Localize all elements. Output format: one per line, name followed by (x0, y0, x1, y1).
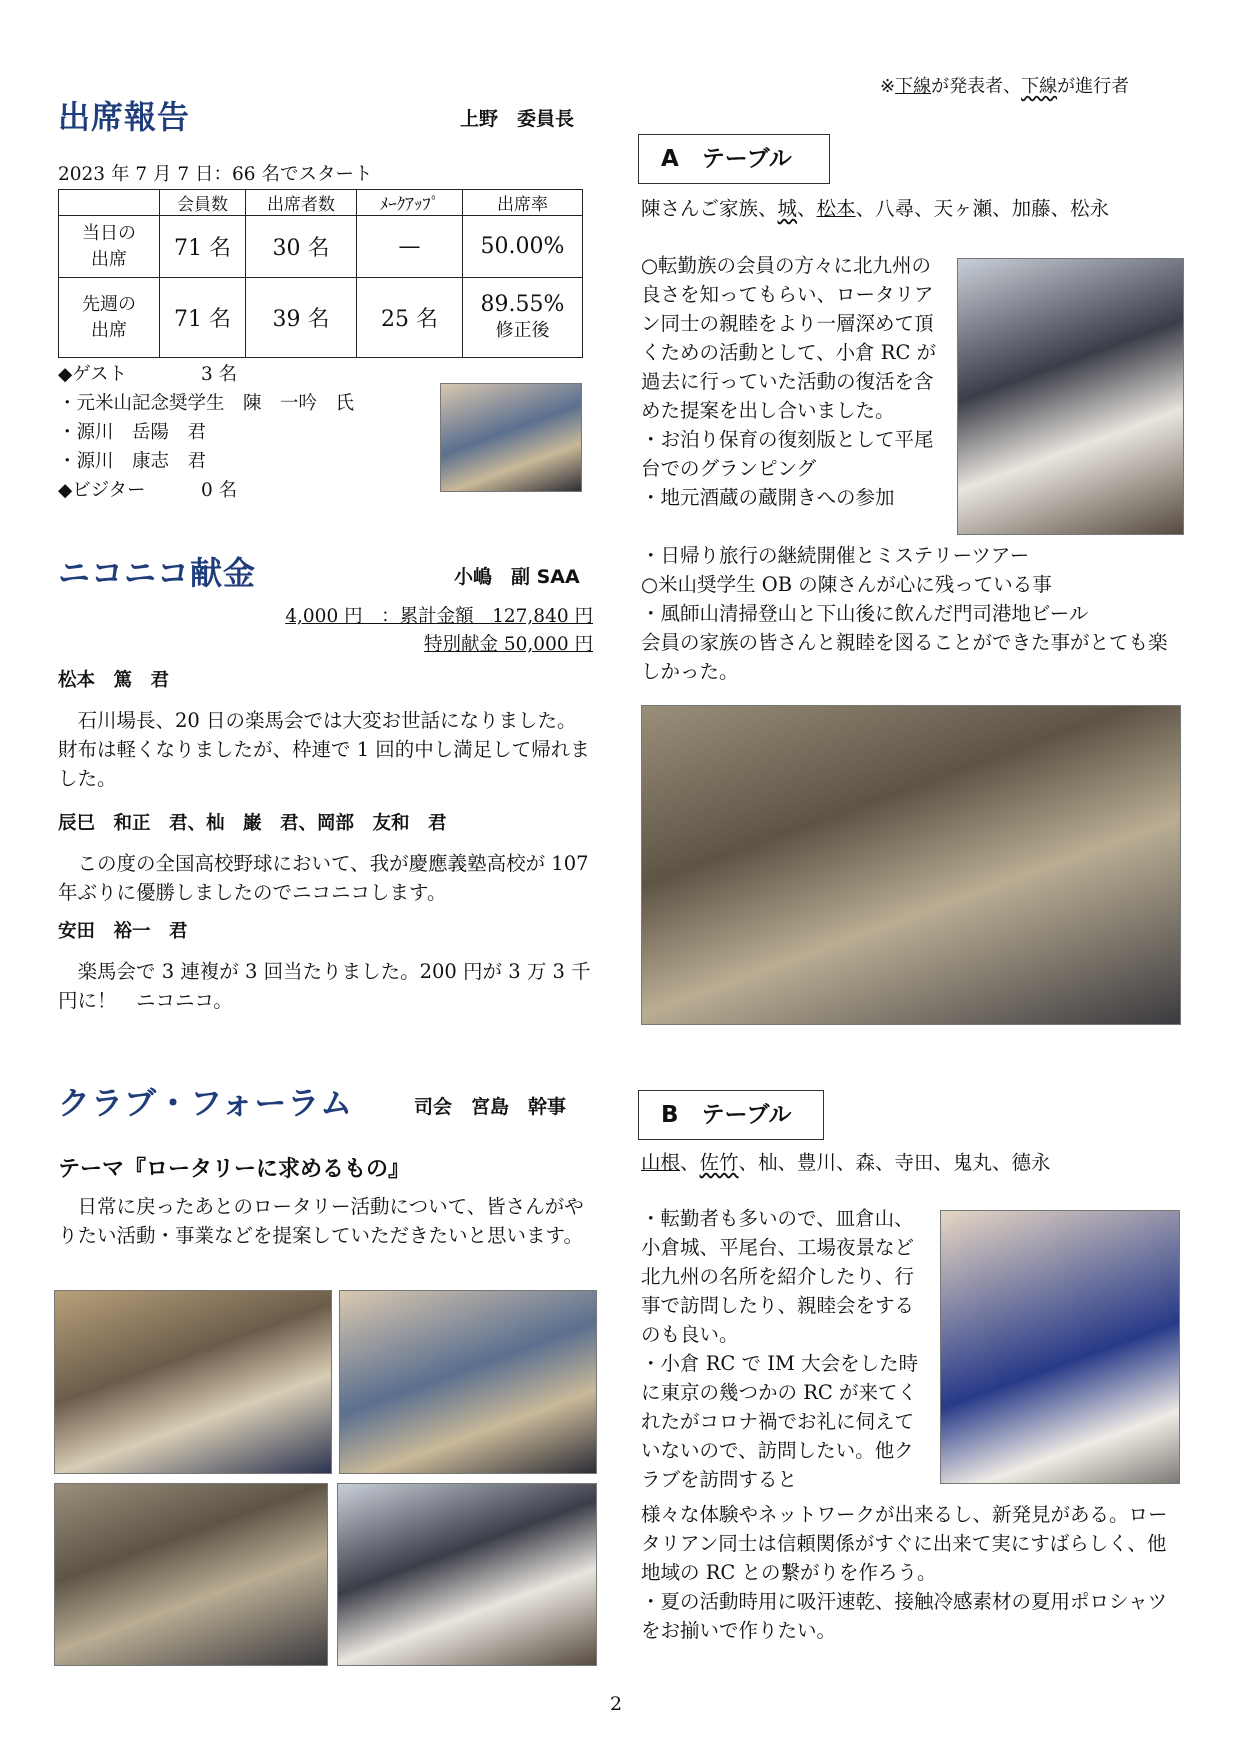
guest-photo (440, 383, 582, 492)
member-text: 、 (797, 197, 817, 220)
attendance-reporter: 上野 委員長 (460, 108, 575, 130)
cell-members: 71 名 (160, 216, 246, 278)
table-a-text-continued: ・日帰り旅行の継続開催とミステリーツアー ○米山奨学生 OB の陳さんが心に残っている事 ・風師山清掃登山と下山後に飲んだ門司港地ビール 会員の家族の皆さんと親睦を図ることができた事がとても楽しかった。 (641, 544, 1168, 683)
nikoniko-title: ニコニコ献金 (58, 554, 257, 592)
guest-count: ◆ゲスト 3 名 (58, 364, 238, 385)
entry-name: 安田 裕一 君 (58, 921, 188, 942)
row-label (59, 216, 160, 278)
note-underline-presenter: 下線 (895, 76, 932, 97)
table-a-members (641, 193, 1109, 221)
nikoniko-amount: 4,000 円 ：累計金額 127,840 円 (285, 606, 593, 627)
attendance-start-line: 2023 年 7 月 7 日：66 名でスタート (58, 164, 373, 185)
header-members: 会員数 (160, 190, 246, 216)
entry-name: 松本 篤 君 (58, 670, 170, 691)
table-b-text: ・転勤者も多いので、皿倉山、小倉城、平尾台、工場夜景など北九州の名所を紹介したり、行事で訪問したり、親睦会をするのも良い。 ・小倉 RC で IM 大会をした時に東京の幾つかの RC が来てくれたがコロナ禍でお礼に伺えていないので、訪問したい。他クラブを訪問すると (641, 1207, 919, 1491)
header-empty (59, 190, 160, 216)
visitor-count: ◆ビジター 0 名 (58, 480, 238, 501)
guest-item: ・源川 康志 君 (58, 451, 207, 472)
guest-list (58, 360, 354, 505)
member-text: 、 (680, 1151, 700, 1174)
header-present: 出席者数 (246, 190, 357, 216)
page-number: 2 (610, 1693, 623, 1715)
note-underline-host: 下線 (1021, 76, 1058, 97)
member-host: 城 (777, 197, 798, 220)
cell-members: 71 名 (160, 278, 246, 358)
table-a-text: ○転勤族の会員の方々に北九州の良さを知ってもらい、ロータリアン同士の親睦をより一層深めて頂くための活動として、小倉 RC が過去に行っていた活動の復活を含めた提案を出し合いました。 ・お泊り保育の復刻版として平尾台でのグランピング ・地元酒蔵の蔵開きへの参加 (641, 254, 937, 509)
guest-item: ・元米山記念奨学生 陳 一吟 氏 (58, 393, 355, 414)
underline-legend-note (880, 72, 1129, 98)
table-b-members (641, 1147, 1051, 1175)
entry-name: 辰巳 和正 君、杣 巌 君、岡部 友和 君 (58, 813, 447, 834)
note-prefix: ※ (880, 76, 896, 97)
forum-host: 司会 宮島 幹事 (414, 1096, 567, 1118)
table-row (59, 216, 583, 278)
table-a-group-photo (641, 705, 1181, 1025)
header-makeup: ﾒｰｸｱｯﾌﾟ (357, 190, 463, 216)
cell-rate: 50.00% (463, 216, 583, 278)
row-label-line1: 先週の (82, 293, 136, 315)
forum-photo-1 (54, 1290, 332, 1474)
nikoniko-entries (58, 666, 593, 1015)
table-a-label: A テーブル (638, 134, 830, 184)
entry-text: この度の全国高校野球において、我が慶應義塾高校が 107 年ぶりに優勝しましたのでニコニコします。 (58, 852, 589, 904)
forum-photo-3 (54, 1483, 328, 1666)
entry-text: 石川場長、20 日の楽馬会では大変お世話になりました。財布は軽くなりましたが、枠連で 1 回的中し満足して帰れました。 (58, 709, 590, 790)
forum-title: クラブ・フォーラム (58, 1084, 354, 1122)
member-text: 、杣、豊川、森、寺田、鬼丸、德永 (738, 1151, 1051, 1174)
cell-makeup: — (357, 216, 463, 278)
member-host: 佐竹 (699, 1151, 739, 1174)
member-text: 陳さんご家族、 (641, 197, 778, 220)
table-b-speaker-photo (940, 1210, 1180, 1484)
entry-text: 楽馬会で 3 連複が 3 回当たりました。200 円が 3 万 3 千円に！ ニコニコ。 (58, 960, 591, 1012)
table-b-text-continued: 様々な体験やネットワークが出来るし、新発見がある。ロータリアン同士は信頼関係がすぐに出来て実にすばらしく、他地域の RC との繋がりを作ろう。 ・夏の活動時用に吸汗速乾、接触冷感素材の夏用ポロシャツをお揃いで作りたい。 (641, 1503, 1168, 1642)
guest-item: ・源川 岳陽 君 (58, 422, 207, 443)
row-label-line2: 出席 (91, 319, 127, 341)
table-row (59, 278, 583, 358)
header-rate: 出席率 (463, 190, 583, 216)
attendance-title: 出席報告 (58, 98, 191, 136)
cell-present: 30 名 (246, 216, 357, 278)
note-mid: が発表者、 (931, 76, 1022, 97)
rate-value: 89.55% (480, 291, 565, 317)
attendance-table (58, 189, 583, 358)
forum-photo-4 (337, 1483, 597, 1666)
table-a-speaker-photo (957, 258, 1184, 535)
note-suffix: が進行者 (1057, 76, 1130, 97)
forum-photo-2 (339, 1290, 597, 1474)
member-text: 、八尋、天ヶ瀬、加藤、松永 (855, 197, 1110, 220)
nikoniko-reporter: 小嶋 副 SAA (454, 566, 580, 588)
cell-present: 39 名 (246, 278, 357, 358)
forum-theme: テーマ『ロータリーに求めるもの』 (58, 1157, 411, 1182)
cell-makeup: 25 名 (357, 278, 463, 358)
row-label-line1: 当日の (82, 222, 136, 244)
rate-note: 修正後 (495, 319, 550, 341)
table-b-label: B テーブル (638, 1090, 824, 1140)
row-label (59, 278, 160, 358)
nikoniko-special: 特別献金 50,000 円 (424, 634, 593, 655)
row-label-line2: 出席 (91, 248, 127, 270)
cell-rate (463, 278, 583, 358)
member-presenter: 松本 (816, 197, 856, 220)
forum-intro: 日常に戻ったあとのロータリー活動について、皆さんがやりたい活動・事業などを提案していただきたいと思います。 (58, 1195, 584, 1247)
member-presenter: 山根 (641, 1151, 681, 1174)
